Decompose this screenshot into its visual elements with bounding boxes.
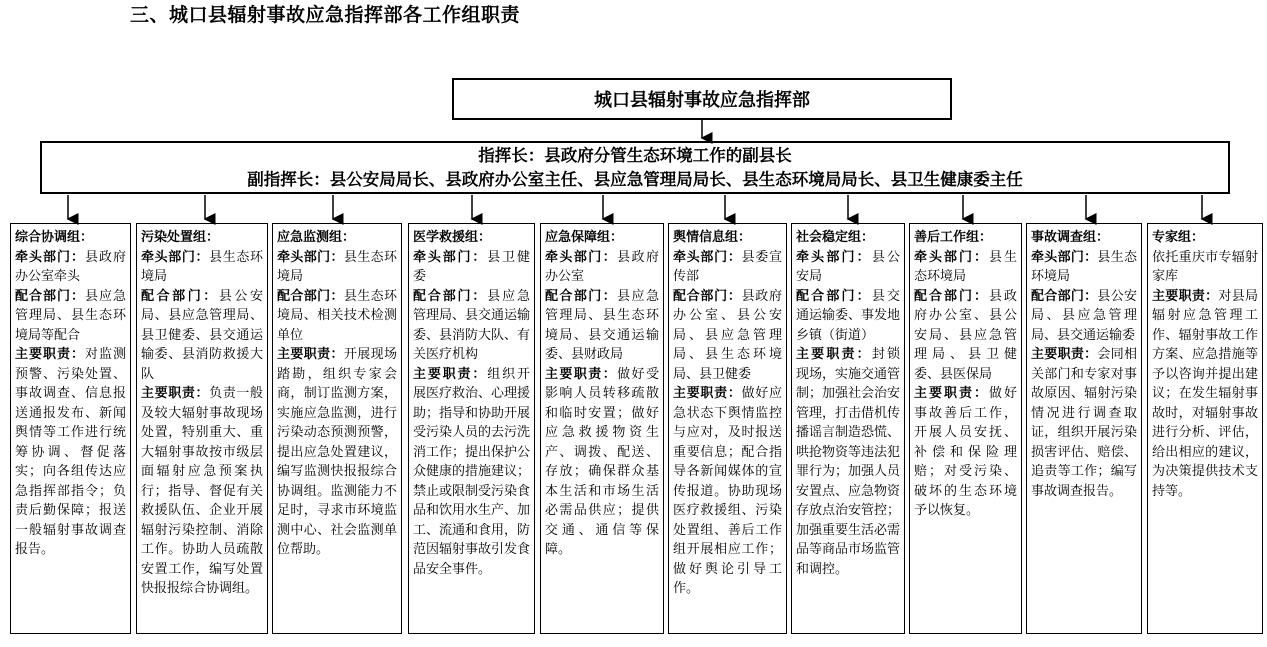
duty-label: 主要职责： <box>1031 347 1098 362</box>
lead-dept: 县卫健委 <box>413 249 530 284</box>
duty-text: 封锁现场，实施交通管制；加强社会治安管理，打击借机传播谣言制造恐慌、哄抢物资等违法犯罪行为；加强人员安置点、应急物资存放点治安管控；加强重要生活必需品等商品市场监管和调控。 <box>796 347 901 577</box>
coop-dept: 县政府办公室、县公安局、县应急管理局、县生态环境局、县卫健委 <box>673 288 782 382</box>
group-pollution-disposal <box>136 223 268 634</box>
coop-dept-label: 配合部门： <box>413 288 488 304</box>
coop-dept: 县生态环境局、相关技术检测单位 <box>277 288 397 343</box>
group-accident-investigation <box>1026 223 1142 634</box>
duty-label: 主要职责： <box>796 347 872 362</box>
group-emergency-monitoring <box>272 223 402 634</box>
group-comprehensive-coordination <box>10 223 131 634</box>
deputy-commanders-line: 副指挥长：县公安局局长、县政府办公室主任、县应急管理局局长、县生态环境局局长、县卫生健康委主任 <box>247 170 1023 189</box>
duty-text: 做好应急状态下舆情监控与应对，及时报送重要信息；配合指导各新闻媒体的宣传报道。协助现场医疗救援组、污染处置组、善后工作组开展相应工作；做好舆论引导工作。 <box>673 386 782 596</box>
coop-dept-label: 配合部门： <box>15 288 85 304</box>
coop-dept: 县政府办公室、县公安局、县应急管理局、县卫健委、县医保局 <box>914 288 1017 382</box>
headquarters-title: 城口县辐射事故应急指挥部 <box>594 90 810 111</box>
coop-dept-label: 配合部门： <box>914 288 989 304</box>
coop-dept: 县公安局、县应急管理局、县卫健委、县交通运输委、县消防救援大队 <box>141 288 263 382</box>
commander-line: 指挥长：县政府分管生态环境工作的副县长 <box>478 146 792 165</box>
lead-dept: 依托重庆市专辐射家库 <box>1152 249 1258 284</box>
lead-dept-label: 牵头部门： <box>673 249 742 265</box>
coop-dept: 县应急管理局、县生态环境局等配合 <box>15 288 126 343</box>
page-heading: 三、城口县辐射事故应急指挥部各工作组职责 <box>130 4 521 26</box>
lead-dept: 县生态环境局 <box>277 249 397 284</box>
lead-dept: 县政府办公室 <box>545 249 659 284</box>
duty-text: 组织开展医疗救治、心理援助；指导和协助开展受污染人员的去污洗消工作；提出保护公众健康的措施建议；禁止或限制受污染食品和饮用水生产、加工、流通和食用，防范因辐射事故引发食品安全事件。 <box>413 366 531 577</box>
group-expert <box>1147 223 1263 634</box>
duty-label: 主要职责： <box>914 386 989 401</box>
duty-text: 对监测预警、污染处置、事故调查、信息报送通报发布、新闻舆情等工作进行统筹协调、督促落实；向各组传达应急指挥部指令；负责后勤保障；报送一般辐射事故调查报告。 <box>15 347 126 557</box>
coop-dept: 县应急管理局、县交通运输委、县消防大队、有关医疗机构 <box>413 288 531 362</box>
lead-dept-label: 牵头部门： <box>914 249 989 265</box>
group-name: 社会稳定组： <box>796 230 875 245</box>
group-name: 医学救援组： <box>413 230 492 245</box>
group-social-stability <box>791 223 905 634</box>
duty-label: 主要职责： <box>1152 288 1219 304</box>
lead-dept-label: 牵头部门： <box>796 249 872 265</box>
duty-text: 负责一般及较大辐射事故现场处置，特别重大、重大辐射事故按市级层面辐射应急预案执行；指导、督促有关救援队伍、企业开展辐射污染控制、消除工作。协助人员疏散安置工作，编写处置快报报综合协调组。 <box>141 386 263 596</box>
lead-dept-label: 牵头部门： <box>1031 249 1098 265</box>
duty-label: 主要职责： <box>15 347 85 362</box>
group-emergency-support <box>540 223 664 634</box>
lead-dept-label: 牵头部门： <box>413 249 488 265</box>
duty-label: 主要职责： <box>277 347 344 362</box>
coop-dept-label: 配合部门： <box>673 288 742 304</box>
group-name: 应急监测组： <box>277 230 356 245</box>
group-name: 应急保障组： <box>545 230 624 245</box>
lead-dept-label: 牵头部门： <box>545 249 618 265</box>
lead-dept: 县公安局 <box>796 249 900 284</box>
duty-text: 会同相关部门和专家对事故原因、辐射污染情况进行调查取证，组织开展污染损害评估、赔偿、追责等工作；编写事故调查报告。 <box>1031 347 1137 499</box>
group-aftermath <box>909 223 1022 634</box>
lead-dept-label: 牵头部门： <box>15 249 85 265</box>
coop-dept-label: 配合部门： <box>277 288 344 304</box>
duty-text: 开展现场踏勘，组织专家会商，制订监测方案，实施应急监测，进行污染动态预测预警，提出应急处置建议，编写监测快报报综合协调组。监测能力不足时，寻求市环境监测中心、社会监测单位帮助。 <box>277 347 397 557</box>
duty-text: 做好事故善后工作，开展人员安抚、补偿和保险理赔；对受污染、破坏的生态环境予以恢复。 <box>914 386 1017 518</box>
duty-label: 主要职责： <box>141 386 210 401</box>
group-name: 综合协调组： <box>15 230 94 245</box>
coop-dept-label: 配合部门： <box>796 288 872 304</box>
group-public-opinion <box>668 223 787 634</box>
group-name: 舆情信息组： <box>673 230 752 245</box>
lead-dept: 县委宣传部 <box>673 249 782 284</box>
lead-dept-label: 牵头部门： <box>277 249 344 265</box>
lead-dept: 县生态环境局 <box>914 249 1017 284</box>
duty-label: 主要职责： <box>673 386 742 401</box>
duty-label: 主要职责： <box>413 366 488 382</box>
duty-text: 做好受影响人员转移疏散和临时安置；做好应急救援物资生产、调拨、配送、存放；确保群众基本生活和市场生活必需品供应；提供交通、通信等保障。 <box>545 366 659 557</box>
coop-dept-label: 配合部门： <box>545 288 618 304</box>
group-name: 善后工作组： <box>914 230 993 245</box>
lead-dept: 县政府办公室牵头 <box>15 249 126 284</box>
lead-dept-label: 牵头部门： <box>141 249 210 265</box>
leadership-box <box>40 141 1230 194</box>
coop-dept: 县公安局、县应急管理局、县交通运输委 <box>1031 288 1137 343</box>
headquarters-box <box>452 78 952 120</box>
coop-dept-label: 配合部门： <box>1031 288 1098 304</box>
lead-dept: 县生态环境局 <box>1031 249 1137 284</box>
coop-dept-label: 配合部门： <box>141 288 219 304</box>
coop-dept: 县应急管理局、县生态环境局、县交通运输委、县财政局 <box>545 288 659 362</box>
duty-text: 对县局辐射应急管理工作、辐射事故工作方案、应急措施等予以咨询并提出建议；在发生辐射事故时，对辐射事故进行分析、评估，给出相应的建议，为决策提供技术支持等。 <box>1152 288 1258 499</box>
coop-dept: 县交通运输委、事发地乡镇（街道） <box>796 288 901 343</box>
group-name: 专家组： <box>1152 230 1205 245</box>
group-medical-rescue <box>408 223 535 634</box>
duty-label: 主要职责： <box>545 366 618 382</box>
group-name: 事故调查组： <box>1031 230 1110 245</box>
group-name: 污染处置组： <box>141 230 220 245</box>
lead-dept: 县生态环境局 <box>141 249 263 284</box>
